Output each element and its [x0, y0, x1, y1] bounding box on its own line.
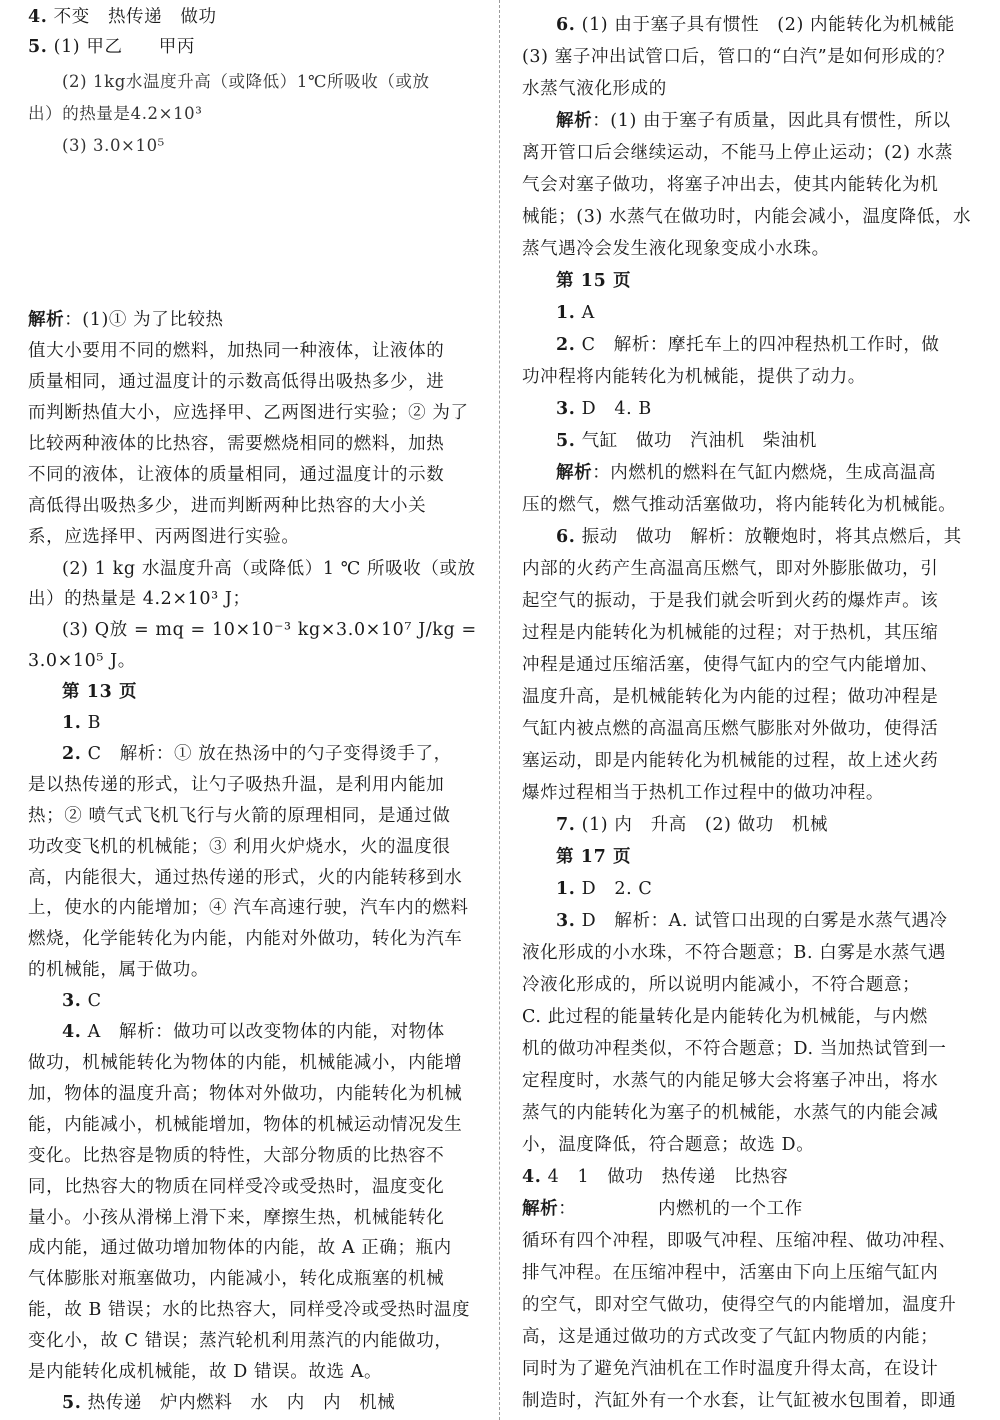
text-line: 过程是内能转化为机械能的过程；对于热机，其压缩: [522, 623, 939, 643]
text-line: 出）的热量是 4.2×10³ J；: [28, 589, 251, 610]
text-line: 加，物体的温度升高；物体对外做功，内能转化为机械: [28, 1083, 463, 1104]
text-line: 2. C 解析：摩托车上的四冲程热机工作时，做: [556, 335, 940, 355]
text-line: 5. 热传递 炉内燃料 水 内 内 机械: [62, 1393, 396, 1413]
column-divider: [499, 0, 500, 1420]
text-line: 气缸内被点燃的高温高压燃气膨胀对外做功，使得活: [522, 719, 939, 739]
text-line: 解析：(1) 由于塞子有质量，因此具有惯性，所以: [556, 111, 951, 131]
text-line: 是以热传递的形式，让勺子吸热升温，是利用内能加: [28, 774, 445, 795]
text-line: 变化小，故 C 错误；蒸汽轮机利用蒸汽的内能做功，: [28, 1331, 453, 1352]
text-line: 做功，机械能转化为物体的内能，机械能减小，内能增: [28, 1053, 463, 1074]
text-line: 的机械能，属于做功。: [28, 960, 209, 981]
text-line: 3. D 4. B: [556, 399, 652, 419]
text-line: C. 此过程的能量转化是内能转化为机械能，与内燃: [522, 1007, 928, 1027]
text-line: 3.0×10⁵ J。: [28, 651, 136, 672]
text-line: 质量相同，通过温度计的示数高低得出吸热多少，进: [28, 372, 445, 393]
text-line: 不同的液体，让液体的质量相同，通过温度计的示数: [28, 464, 445, 485]
text-line: (3) 塞子冲出试管口后，管口的“白汽”是如何形成的？: [522, 47, 954, 67]
text-line: 冲程是通过压缩活塞，使得气缸内的空气内能增加、: [522, 655, 939, 675]
text-line: 解析： 内燃机的一个工作: [522, 1199, 803, 1219]
text-line: 解析：(1)① 为了比较热: [28, 310, 224, 331]
text-line: 5. 气缸 做功 汽油机 柴油机: [556, 431, 817, 451]
text-line: 高，内能很大，通过热传递的形式，火的内能转移到水: [28, 867, 463, 888]
text-line: 械能；(3) 水蒸气在做功时，内能会减小，温度降低，水: [522, 207, 972, 227]
text-line: 5. (1) 甲乙 甲丙: [28, 36, 195, 57]
text-line: (3) Q放 = mq = 10×10⁻³ kg×3.0×10⁷ J/kg =: [62, 620, 477, 641]
text-line: 爆炸过程相当于热机工作过程中的做功冲程。: [522, 783, 884, 803]
text-line: 蒸气遇冷会发生液化现象变成小水珠。: [522, 239, 830, 259]
text-line: 量小。小孩从滑梯上滑下来，摩擦生热，机械能转化: [28, 1207, 445, 1228]
text-line: 液化形成的小水珠，不符合题意；B. 白雾是水蒸气遇: [522, 943, 946, 963]
text-line: 第 15 页: [556, 271, 632, 291]
text-line: 蒸气的内能转化为塞子的机械能，水蒸气的内能会减: [522, 1103, 939, 1123]
text-line: (2) 1 kg 水温度升高（或降低）1 ℃ 所吸收（或放: [62, 558, 476, 579]
text-line: 塞运动，即是内能转化为机械能的过程，故上述火药: [522, 751, 939, 771]
text-line: 4. 不变 热传递 做功: [28, 7, 217, 27]
text-line: 成内能，通过做功增加物体的内能，故 A 正确；瓶内: [28, 1238, 452, 1259]
text-line: 出）的热量是4.2×10³: [28, 103, 203, 123]
text-line: 1. B: [62, 713, 102, 734]
text-line: 而判断热值大小，应选择甲、乙两图进行实验；② 为了: [28, 403, 469, 423]
text-line: 排气冲程。在压缩冲程中，活塞由下向上压缩气缸内: [522, 1263, 939, 1283]
text-line: 循环有四个冲程，即吸气冲程、压缩冲程、做功冲程、: [522, 1231, 957, 1251]
text-line: 的空气，即对空气做功，使得空气的内能增加，温度升: [522, 1295, 957, 1315]
text-line: 离开管口后会继续运动，不能马上停止运动；(2) 水蒸: [522, 143, 953, 163]
text-line: 系，应选择甲、丙两图进行实验。: [28, 526, 300, 547]
text-line: 6. (1) 由于塞子具有惯性 (2) 内能转化为机械能: [556, 15, 955, 35]
text-line: 能，故 B 错误；水的比热容大，同样受冷或受热时温度: [28, 1300, 471, 1321]
text-line: 7. (1) 内 升高 (2) 做功 机械: [556, 815, 829, 835]
text-line: 3. C: [62, 991, 102, 1012]
text-line: 4. 4 1 做功 热传递 比热容: [522, 1167, 789, 1187]
text-line: 1. A: [556, 303, 595, 323]
text-line: 定程度时，水蒸气的内能足够大会将塞子冲出，将水: [522, 1071, 939, 1091]
text-line: 6. 振动 做功 解析：放鞭炮时，将其点燃后，其: [556, 527, 962, 547]
text-line: 高，这是通过做功的方式改变了气缸内物质的内能；: [522, 1327, 939, 1347]
text-line: 制造时，汽缸外有一个水套，让气缸被水包围着，即通: [522, 1391, 957, 1411]
text-line: 同时为了避免汽油机在工作时温度升得太高，在设计: [522, 1359, 939, 1379]
text-line: 同，比热容大的物质在同样受冷或受热时，温度变化: [28, 1176, 445, 1197]
text-line: (3) 3.0×10⁵: [62, 136, 165, 156]
text-line: 燃烧，化学能转化为内能，内能对外做功，转化为汽车: [28, 929, 463, 950]
text-line: 热；② 喷气式飞机飞行与火箭的原理相同，是通过做: [28, 805, 451, 826]
text-line: 机的做功冲程类似，不符合题意；D. 当加热试管到一: [522, 1039, 947, 1059]
text-line: 高低得出吸热多少，进而判断两种比热容的大小关: [28, 495, 427, 516]
text-line: 气会对塞子做功，将塞子冲出去，使其内能转化为机: [522, 175, 939, 195]
text-line: 冷液化形成的，所以说明内能减小，不符合题意；: [522, 975, 921, 995]
text-line: 起空气的振动，于是我们就会听到火药的爆炸声。该: [522, 591, 939, 611]
text-line: 1. D 2. C: [556, 879, 653, 899]
text-line: 水蒸气液化形成的: [522, 79, 667, 99]
text-line: 功改变飞机的机械能；③ 利用火炉烧水，火的温度很: [28, 836, 451, 857]
text-line: 是内能转化成机械能，故 D 错误。故选 A。: [28, 1362, 383, 1383]
text-line: 值大小要用不同的燃料，加热同一种液体，让液体的: [28, 341, 445, 362]
text-line: (2) 1kg水温度升高（或降低）1℃所吸收（或放: [62, 71, 430, 91]
text-line: 上，使水的内能增加；④ 汽车高速行驶，汽车内的燃料: [28, 898, 469, 919]
text-line: 功冲程将内能转化为机械能，提供了动力。: [522, 367, 866, 387]
text-line: 解析：内燃机的燃料在气缸内燃烧，生成高温高: [556, 463, 937, 483]
text-line: 第 13 页: [62, 682, 138, 703]
text-line: 比较两种液体的比热容，需要燃烧相同的燃料，加热: [28, 433, 445, 454]
text-line: 能，内能减小，机械能增加，物体的机械运动情况发生: [28, 1114, 463, 1135]
text-line: 压的燃气，燃气推动活塞做功，将内能转化为机械能。: [522, 495, 957, 515]
text-line: 内部的火药产生高温高压燃气，即对外膨胀做功，引: [522, 559, 939, 579]
text-line: 2. C 解析：① 放在热汤中的勺子变得烫手了，: [62, 743, 452, 764]
text-line: 3. D 解析：A. 试管口出现的白雾是水蒸气遇冷: [556, 911, 948, 931]
text-line: 气体膨胀对瓶塞做功，内能减小，转化成瓶塞的机械: [28, 1269, 445, 1290]
text-line: 小，温度降低，符合题意；故选 D。: [522, 1135, 815, 1155]
text-line: 第 17 页: [556, 847, 632, 867]
text-line: 温度升高，是机械能转化为内能的过程；做功冲程是: [522, 687, 939, 707]
text-line: 变化。比热容是物质的特性，大部分物质的比热容不: [28, 1145, 445, 1166]
text-line: 4. A 解析：做功可以改变物体的内能，对物体: [62, 1022, 445, 1043]
